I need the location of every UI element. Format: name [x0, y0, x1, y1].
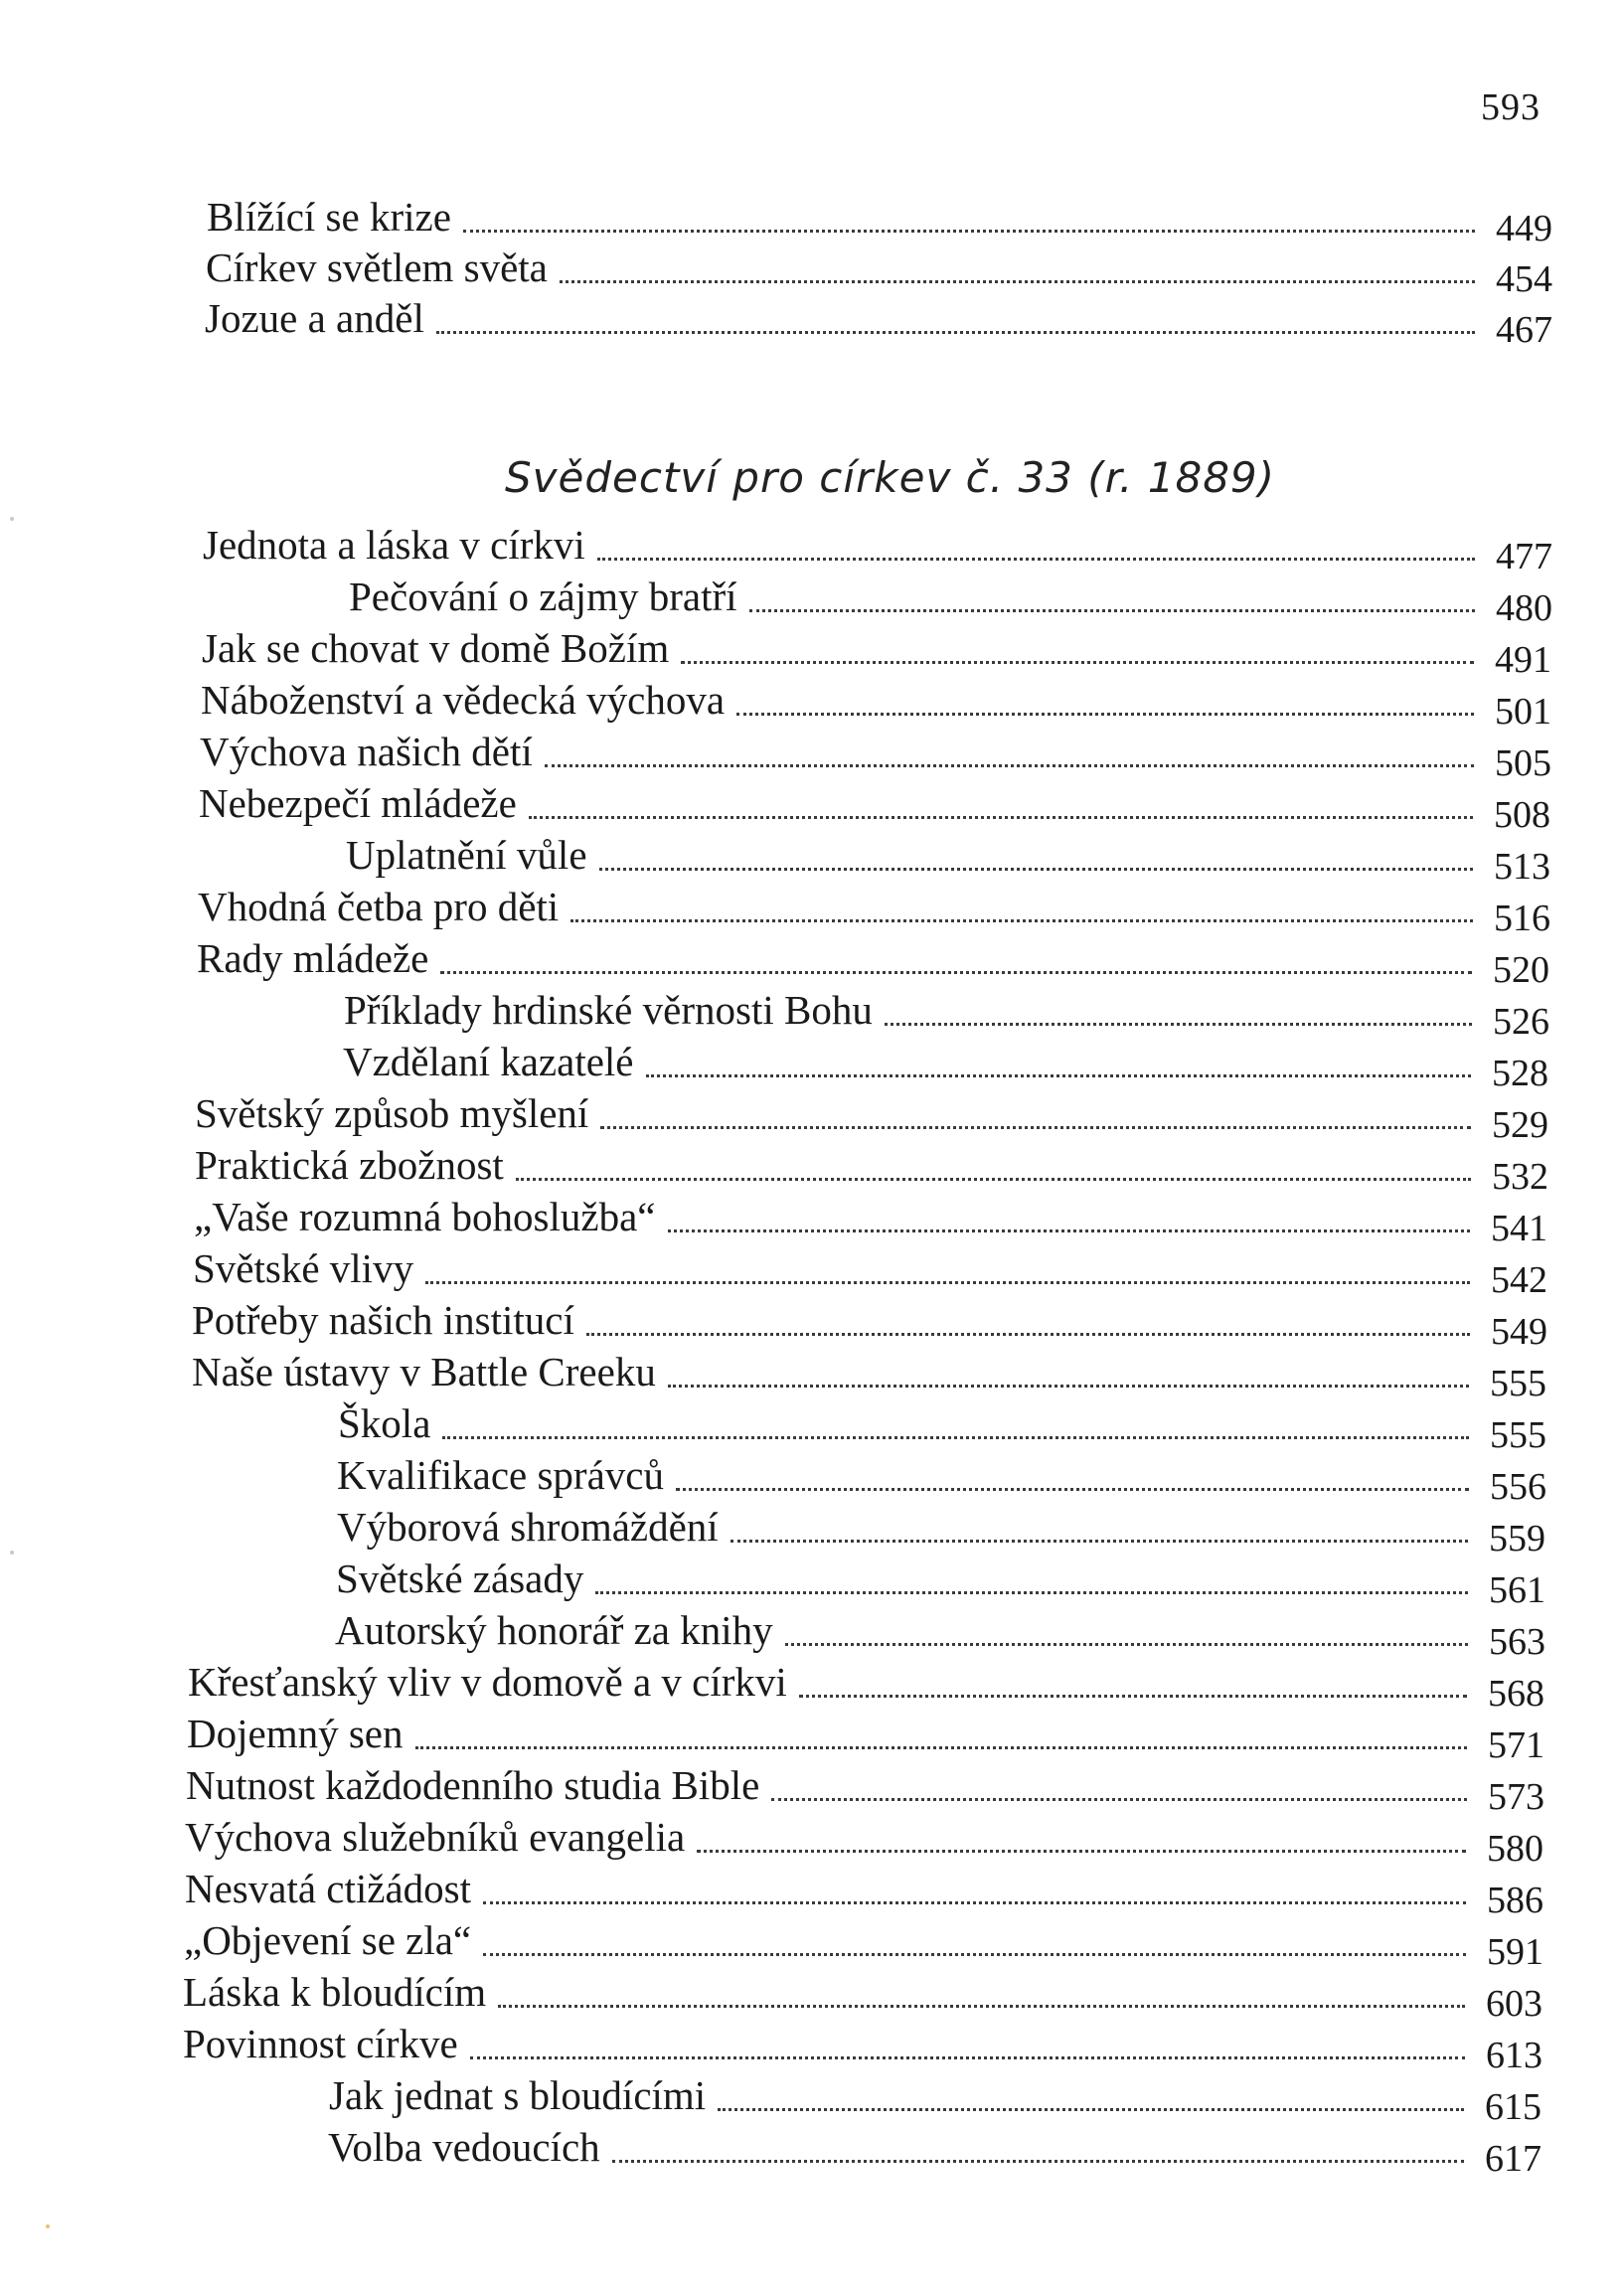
toc-entry-title: Vhodná četba pro děti	[198, 884, 560, 929]
toc-entry	[336, 1551, 1545, 1611]
toc-entry-title: Autorský honorář za knihy	[335, 1607, 773, 1653]
toc-entry-title: Církev světlem světa	[206, 245, 548, 290]
toc-entry	[183, 2016, 1543, 2076]
toc-entry-page: 491	[1495, 639, 1551, 681]
dot-leader	[483, 1953, 1466, 1956]
dot-leader	[483, 1901, 1466, 1904]
toc-entry	[193, 1240, 1547, 1301]
toc-entry-page: 542	[1491, 1259, 1547, 1301]
toc-entry	[197, 930, 1549, 991]
dot-leader	[560, 280, 1475, 283]
toc-entry-page: 563	[1489, 1621, 1545, 1663]
toc-entry	[194, 1189, 1547, 1249]
dot-leader	[436, 331, 1475, 334]
section-heading: Svědectví pro církev č. 33 (r. 1889)	[505, 453, 1276, 502]
toc-entry	[187, 1706, 1544, 1766]
dot-leader	[425, 1281, 1470, 1284]
toc-entry	[184, 1912, 1543, 1973]
toc-entry-page: 561	[1489, 1569, 1545, 1611]
toc-entry	[192, 1292, 1547, 1353]
toc-entry-title: Jak jednat s bloudícími	[329, 2072, 707, 2118]
toc-entry-page: 541	[1491, 1208, 1547, 1249]
toc-entry-page: 568	[1488, 1673, 1544, 1715]
toc-entry-page: 501	[1495, 691, 1551, 733]
toc-entry-title: Kvalifikace správců	[337, 1452, 664, 1498]
toc-entry-page: 603	[1486, 1983, 1543, 2025]
toc-entry-page: 580	[1487, 1828, 1543, 1870]
dot-leader	[570, 919, 1473, 922]
toc-entry-page: 477	[1496, 536, 1552, 577]
dot-leader	[516, 1178, 1471, 1181]
toc-entry-page: 613	[1486, 2035, 1543, 2076]
toc-entry-title: Světské vlivy	[193, 1245, 414, 1291]
dot-leader	[736, 713, 1474, 716]
dot-leader	[595, 1591, 1468, 1594]
scan-speck	[10, 517, 14, 521]
toc-entry-page: 559	[1489, 1518, 1545, 1559]
dot-leader	[545, 764, 1474, 767]
toc-entry	[344, 982, 1549, 1043]
dot-leader	[681, 661, 1474, 664]
toc-entry	[338, 1395, 1546, 1456]
toc-entry	[206, 240, 1552, 300]
toc-entry-page: 571	[1488, 1724, 1544, 1766]
toc-entry	[185, 1809, 1543, 1870]
toc-entry-title: Světské zásady	[336, 1556, 584, 1601]
toc-entry	[328, 2119, 1542, 2180]
toc-entry-page: 573	[1488, 1776, 1544, 1818]
toc-entry-title: „Objevení se zla“	[184, 1917, 472, 1963]
toc-entry	[205, 290, 1552, 351]
dot-leader	[470, 2056, 1465, 2059]
toc-entry	[192, 1344, 1546, 1404]
toc-entry	[186, 1757, 1544, 1818]
dot-leader	[415, 1746, 1468, 1749]
toc-entry-title: Pečování o zájmy bratří	[349, 574, 737, 619]
toc-entry-title: Křesťanský vliv v domově a v církvi	[188, 1659, 787, 1705]
toc-entry-title: Výchova služebníků evangelia	[185, 1814, 686, 1860]
toc-entry	[203, 517, 1552, 577]
toc-entry-page: 617	[1485, 2138, 1542, 2180]
toc-entry-page: 480	[1496, 587, 1552, 629]
toc-entry-page: 586	[1487, 1880, 1543, 1921]
dot-leader	[440, 971, 1472, 974]
toc-entry	[349, 569, 1552, 629]
toc-entry-title: „Vaše rozumná bohoslužba“	[194, 1194, 656, 1239]
scan-speck	[46, 2224, 50, 2228]
dot-leader	[668, 1385, 1469, 1388]
toc-entry	[185, 1861, 1543, 1921]
toc-entry-title: Jak se chovat v domě Božím	[202, 625, 670, 671]
toc-entry	[329, 2067, 1542, 2128]
toc-entry-title: Světský způsob myšlení	[195, 1090, 589, 1136]
toc-entry-page: 513	[1494, 846, 1550, 888]
dot-leader	[785, 1643, 1468, 1646]
toc-entry-title: Potřeby našich institucí	[192, 1297, 574, 1343]
toc-entry	[198, 879, 1550, 939]
toc-entry-title: Volba vedoucích	[328, 2124, 600, 2170]
toc-entry-page: 467	[1496, 309, 1552, 351]
dot-leader	[697, 1850, 1466, 1853]
toc-entry-page: 505	[1495, 742, 1551, 784]
dot-leader	[612, 2160, 1464, 2163]
toc-entry	[335, 1602, 1545, 1663]
toc-entry-title: Škola	[338, 1400, 431, 1446]
toc-entry	[183, 1964, 1543, 2025]
dot-leader	[731, 1540, 1468, 1543]
toc-entry-title: Jednota a láska v církvi	[203, 522, 585, 568]
toc-entry	[195, 1137, 1548, 1198]
dot-leader	[771, 1798, 1467, 1801]
toc-entry-page: 454	[1496, 258, 1552, 300]
toc-entry	[199, 775, 1550, 836]
toc-entry-page: 549	[1491, 1311, 1547, 1353]
dot-leader	[442, 1436, 1469, 1439]
dot-leader	[529, 816, 1473, 819]
dot-leader	[885, 1023, 1472, 1026]
dot-leader	[646, 1074, 1471, 1077]
toc-entry	[195, 1085, 1548, 1146]
scan-speck	[10, 1551, 14, 1555]
dot-leader	[599, 868, 1473, 871]
toc-entry-title: Náboženství a vědecká výchova	[201, 677, 726, 723]
toc-entry-title: Praktická zbožnost	[195, 1142, 504, 1188]
toc-entry	[202, 620, 1551, 681]
page-number: 593	[1481, 86, 1541, 128]
toc-entry-title: Výborová shromáždění	[337, 1504, 719, 1550]
dot-leader	[586, 1333, 1470, 1336]
toc-entry-title: Výchova našich dětí	[200, 729, 533, 774]
toc-entry	[207, 189, 1552, 249]
toc-entry-page: 508	[1494, 794, 1550, 836]
toc-entry-title: Uplatnění vůle	[346, 832, 587, 878]
toc-entry	[200, 724, 1551, 784]
toc-entry-title: Naše ústavy v Battle Creeku	[192, 1349, 656, 1394]
toc-entry-title: Blížící se krize	[207, 194, 451, 240]
toc-entry	[337, 1447, 1546, 1508]
toc-entry-title: Povinnost církve	[183, 2021, 458, 2066]
toc-entry	[201, 672, 1551, 733]
dot-leader	[600, 1126, 1471, 1129]
dot-leader	[799, 1695, 1467, 1698]
toc-entry-page: 555	[1490, 1414, 1546, 1456]
dot-leader	[463, 230, 1475, 233]
dot-leader	[749, 609, 1475, 612]
dot-leader	[597, 558, 1475, 561]
toc-entry-title: Příklady hrdinské věrnosti Bohu	[344, 987, 873, 1033]
toc-entry-title: Nesvatá ctižádost	[185, 1866, 472, 1911]
toc-entry-title: Dojemný sen	[187, 1711, 404, 1756]
toc-entry-page: 556	[1490, 1466, 1546, 1508]
toc-entry-title: Rady mládeže	[197, 935, 429, 981]
toc-entry-page: 591	[1487, 1931, 1543, 1973]
toc-entry-page: 532	[1492, 1156, 1548, 1198]
toc-entry-page: 528	[1492, 1053, 1548, 1094]
toc-entry-title: Nutnost každodenního studia Bible	[186, 1762, 760, 1808]
dot-leader	[498, 2005, 1465, 2008]
toc-entry-page: 529	[1492, 1104, 1548, 1146]
toc-entry-page: 449	[1496, 208, 1552, 249]
toc-entry-title: Jozue a anděl	[205, 295, 424, 341]
toc-entry-page: 516	[1494, 898, 1550, 939]
toc-entry	[343, 1034, 1548, 1094]
toc-entry-title: Láska k bloudícím	[183, 1969, 487, 2015]
toc-entry-page: 615	[1485, 2086, 1542, 2128]
dot-leader	[668, 1229, 1471, 1232]
toc-entry-page: 526	[1493, 1001, 1549, 1043]
toc-entry-title: Nebezpečí mládeže	[199, 780, 517, 826]
toc-entry	[346, 827, 1550, 888]
dot-leader	[718, 2108, 1464, 2111]
toc-entry-title: Vzdělaní kazatelé	[343, 1039, 634, 1084]
toc-entry-page: 555	[1490, 1363, 1546, 1404]
toc-entry	[337, 1499, 1545, 1559]
toc-entry	[188, 1654, 1544, 1715]
toc-entry-page: 520	[1493, 949, 1549, 991]
dot-leader	[676, 1488, 1469, 1491]
